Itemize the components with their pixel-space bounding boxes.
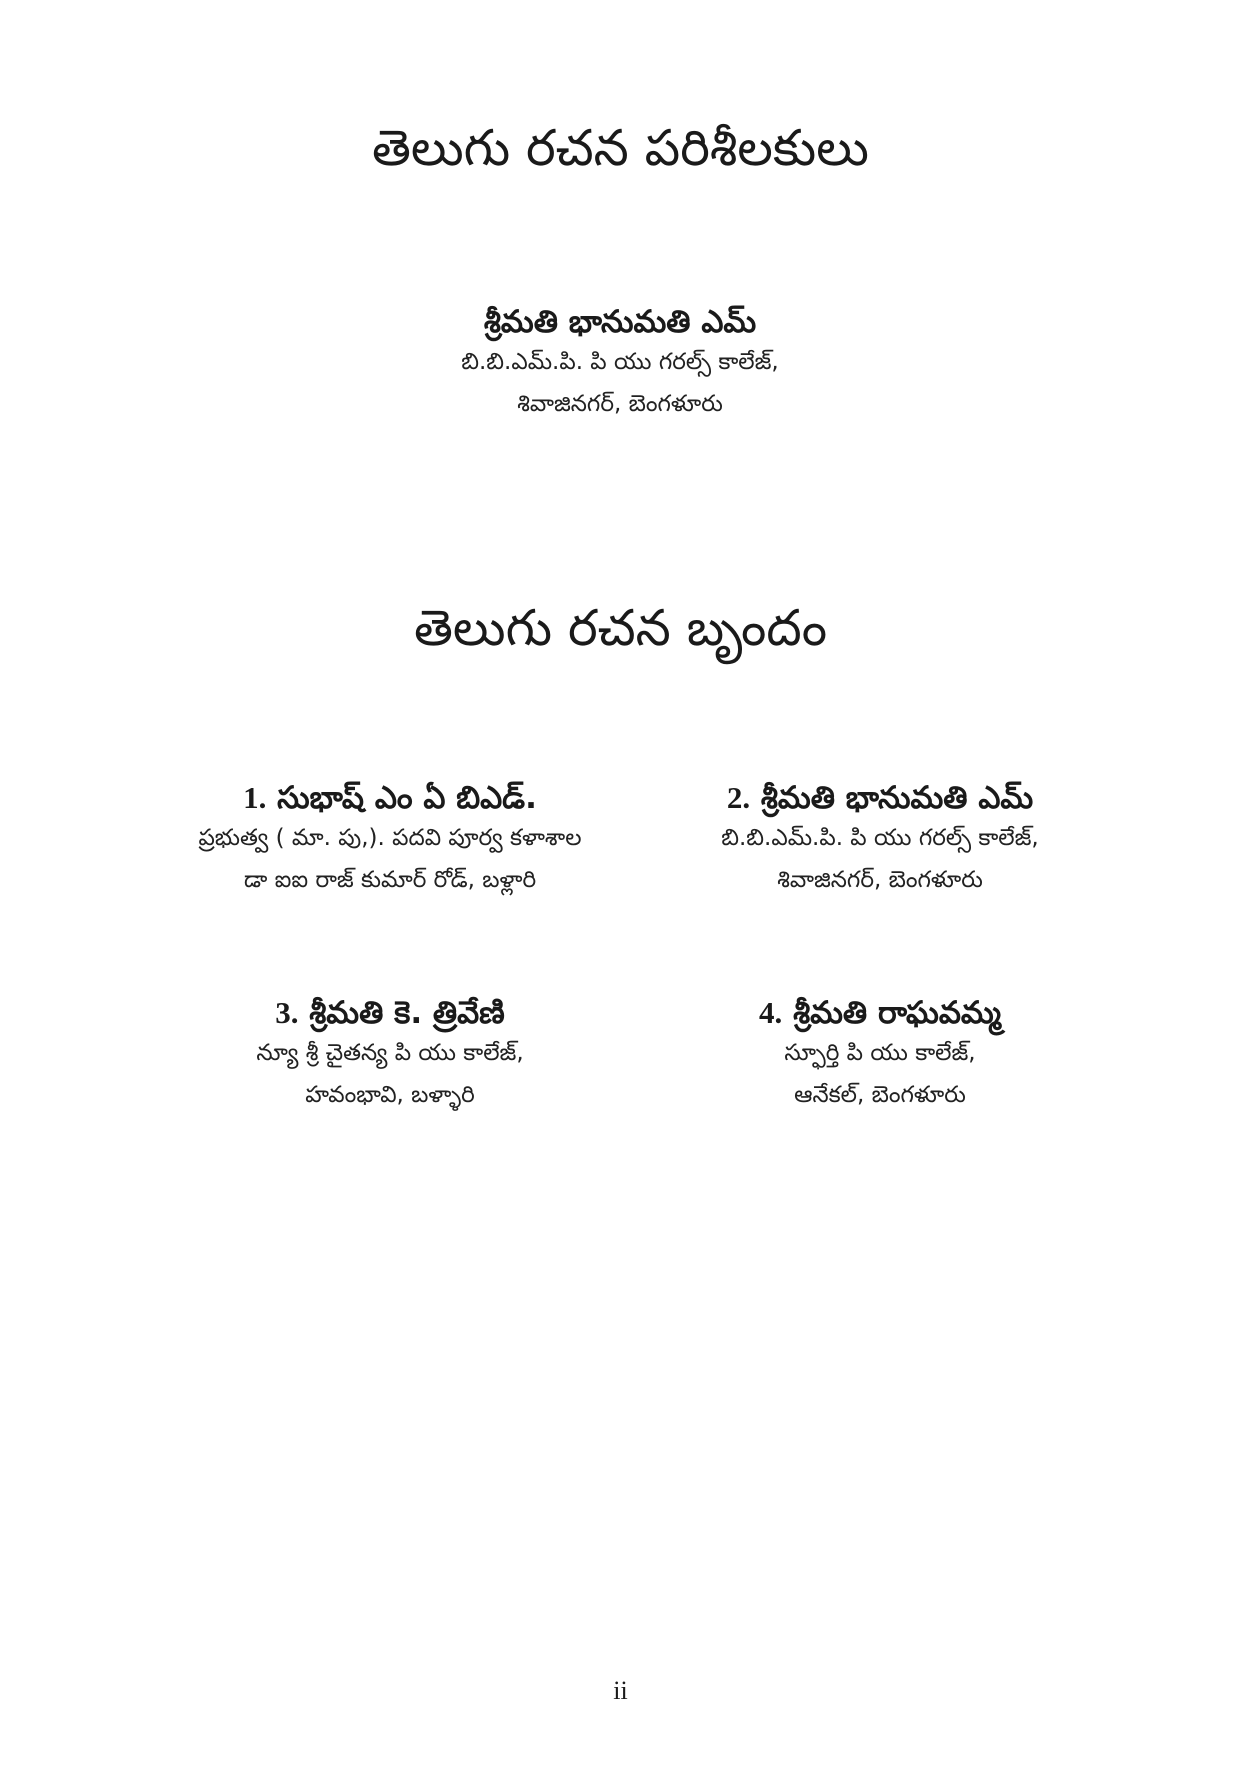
member-location: ఆనేకల్, బెంగళూరు (794, 1081, 966, 1108)
member-number: 4. (759, 995, 783, 1030)
reviewer-entry (320, 302, 920, 425)
reviewer-name: శ్రీమతి భానుమతి ఎమ్ (483, 304, 757, 340)
team-member-4 (640, 993, 1120, 1116)
page-number: ii (613, 1676, 628, 1705)
reviewers-heading: తెలుగు రచన పరిశీలకులు (372, 119, 869, 177)
member-location: హవంభావి, బళ్ళారి (305, 1081, 475, 1108)
reviewer-location: శివాజినగర్, బెంగళూరు (517, 390, 723, 417)
team-heading: తెలుగు రచన బృందం (413, 599, 828, 657)
member-institution: న్యూ శ్రీ చైతన్య పి యు కాలేజ్, (256, 1040, 524, 1067)
member-location: డా ఐఐ రాజ్ కుమార్ రోడ్, బళ్లారి (243, 866, 537, 893)
member-number: 2. (726, 780, 751, 815)
member-institution: స్ఫూర్తి పి యు కాలేజ్, (784, 1040, 976, 1067)
team-member-1 (150, 778, 630, 901)
member-location: శివాజినగర్, బెంగళూరు (777, 866, 983, 893)
member-name-text: శ్రీమతి రాఘవమ్మ (793, 995, 1001, 1031)
member-name-text: శ్రీమతి భానుమతి ఎమ్ (760, 780, 1034, 816)
member-institution: బి.బి.ఎమ్.పి. పి యు గరల్స్ కాలేజ్, (721, 825, 1039, 852)
member-name (640, 993, 1120, 1033)
member-name (640, 778, 1120, 818)
member-number: 1. (243, 780, 267, 815)
reviewer-institution: బి.బి.ఎమ్.పి. పి యు గరల్స్ కాలేజ్, (461, 349, 779, 376)
member-number: 3. (275, 995, 299, 1030)
member-name-text: సుభాష్ ఎం ఏ బిఎడ్. (277, 780, 537, 816)
member-institution: ప్రభుత్వ ( మా. పు,). పదవి పూర్వ కళాశాల (198, 825, 582, 852)
member-name (150, 993, 630, 1033)
team-member-3 (150, 993, 630, 1116)
member-name (150, 778, 630, 818)
member-name-text: శ్రీమతి కె. త్రివేణి (309, 995, 505, 1031)
team-member-2 (640, 778, 1120, 901)
